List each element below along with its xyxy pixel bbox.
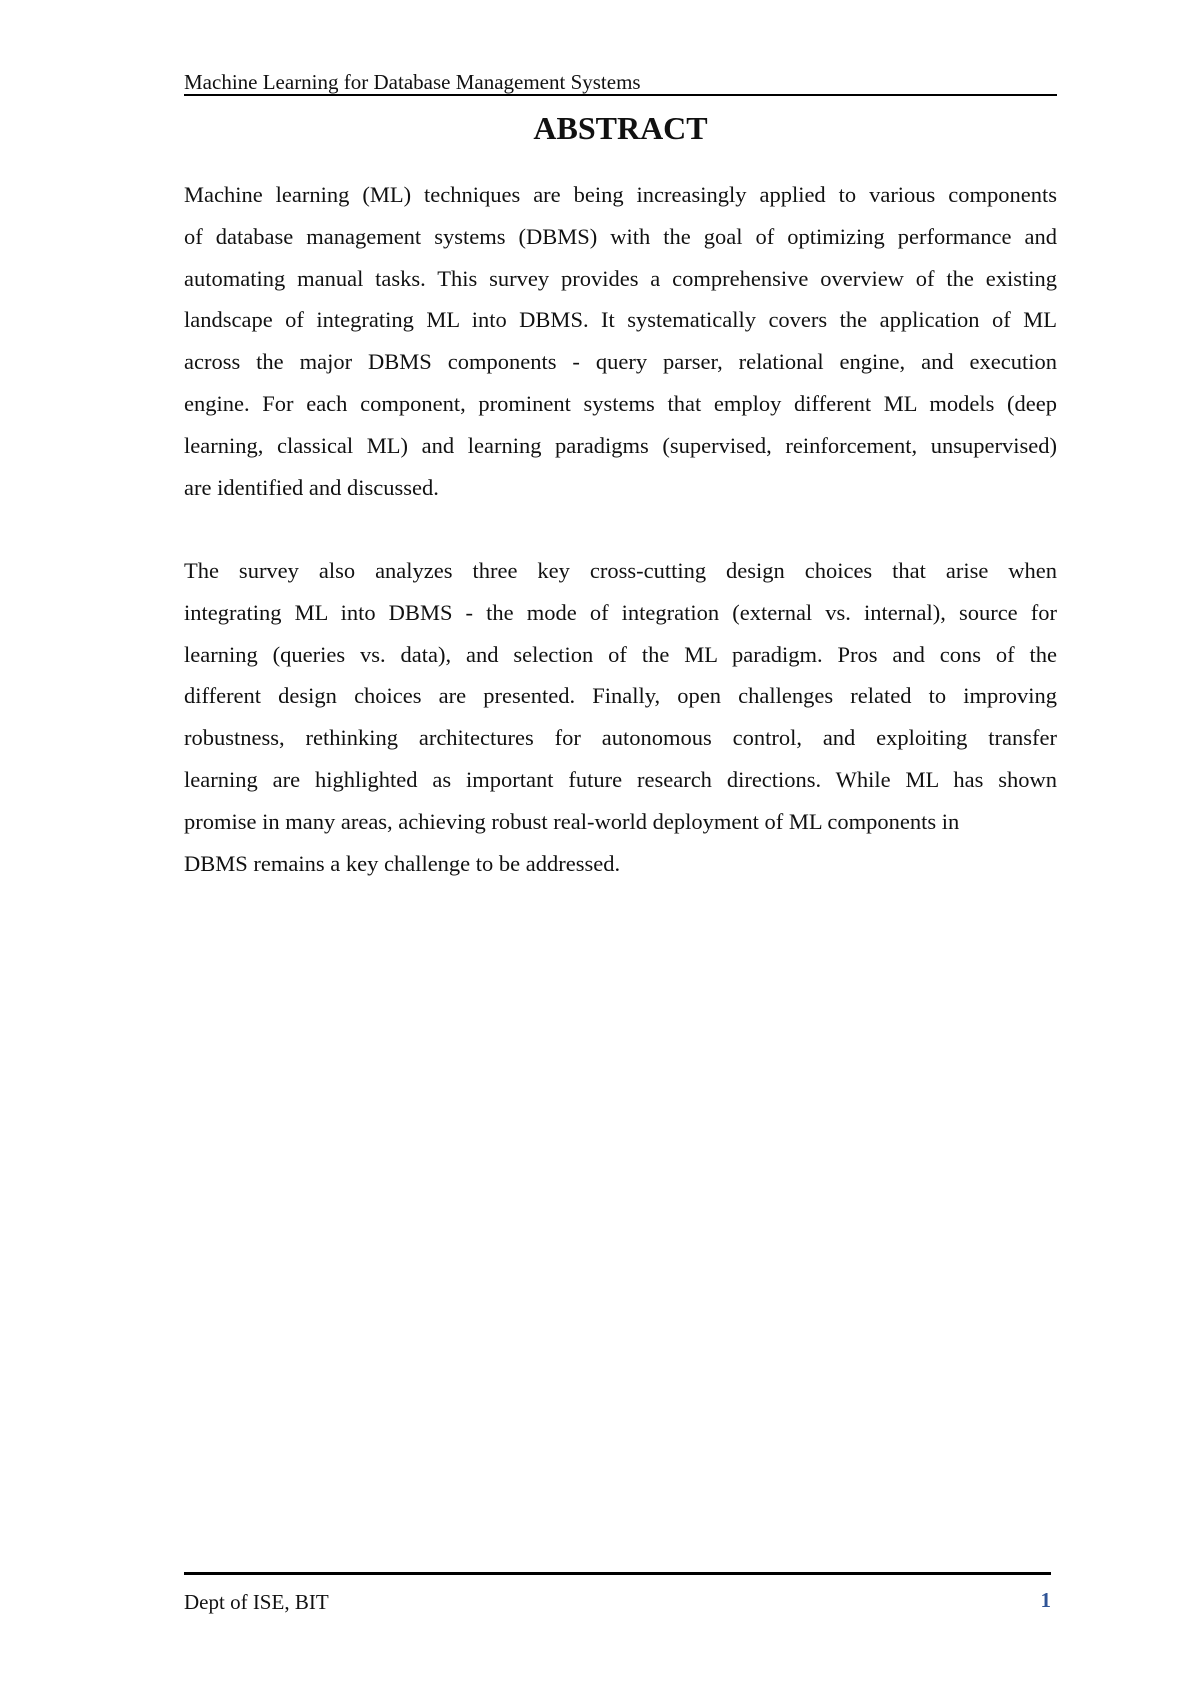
paragraph-2-line-5: robustness, rethinking architectures for autonomous control, and exploiting transfer xyxy=(184,725,1057,751)
running-header-title: Machine Learning for Database Management Systems xyxy=(184,70,641,94)
paragraph-2-line-6: learning are highlighted as important future research directions. While ML has shown xyxy=(184,766,1057,792)
paragraph-2-line-3: learning (queries vs. data), and selection of the ML paradigm. Pros and cons of the xyxy=(184,641,1057,667)
paragraph-1-line-8: are identified and discussed. xyxy=(184,474,439,500)
paragraph-2-line-2: integrating ML into DBMS - the mode of integration (external vs. internal), source for xyxy=(184,599,1057,625)
abstract-paragraph-1 xyxy=(184,174,1057,508)
paragraph-2-line-4: different design choices are presented. Finally, open challenges related to improving xyxy=(184,683,1057,709)
running-header xyxy=(184,70,1057,96)
footer-rule xyxy=(184,1572,1051,1575)
abstract-paragraph-2 xyxy=(184,550,1057,884)
paragraph-2-line-1: The survey also analyzes three key cross-cutting design choices that arise when xyxy=(184,558,1057,583)
abstract-heading: ABSTRACT xyxy=(533,110,708,146)
paragraph-1-line-2: of database management systems (DBMS) with the goal of optimizing performance and xyxy=(184,223,1057,249)
paragraph-1-line-7: learning, classical ML) and learning paradigms (supervised, reinforcement, unsupervised) xyxy=(184,432,1057,458)
paragraph-2-line-7: promise in many areas, achieving robust real-world deployment of ML components in xyxy=(184,808,960,834)
paragraph-1-line-1: Machine learning (ML) techniques are being increasingly applied to various components xyxy=(184,182,1057,207)
page-number: 1 xyxy=(1040,1588,1051,1612)
paragraph-1-line-4: landscape of integrating ML into DBMS. It systematically covers the application of ML xyxy=(184,307,1057,333)
paragraph-1-line-6: engine. For each component, prominent systems that employ different ML models (deep xyxy=(184,390,1057,416)
paragraph-2-line-8: DBMS remains a key challenge to be addressed. xyxy=(184,850,621,876)
footer-department: Dept of ISE, BIT xyxy=(184,1590,329,1614)
paragraph-1-line-5: across the major DBMS components - query parser, relational engine, and execution xyxy=(184,349,1057,375)
paragraph-1-line-3: automating manual tasks. This survey provides a comprehensive overview of the existing xyxy=(184,265,1057,291)
